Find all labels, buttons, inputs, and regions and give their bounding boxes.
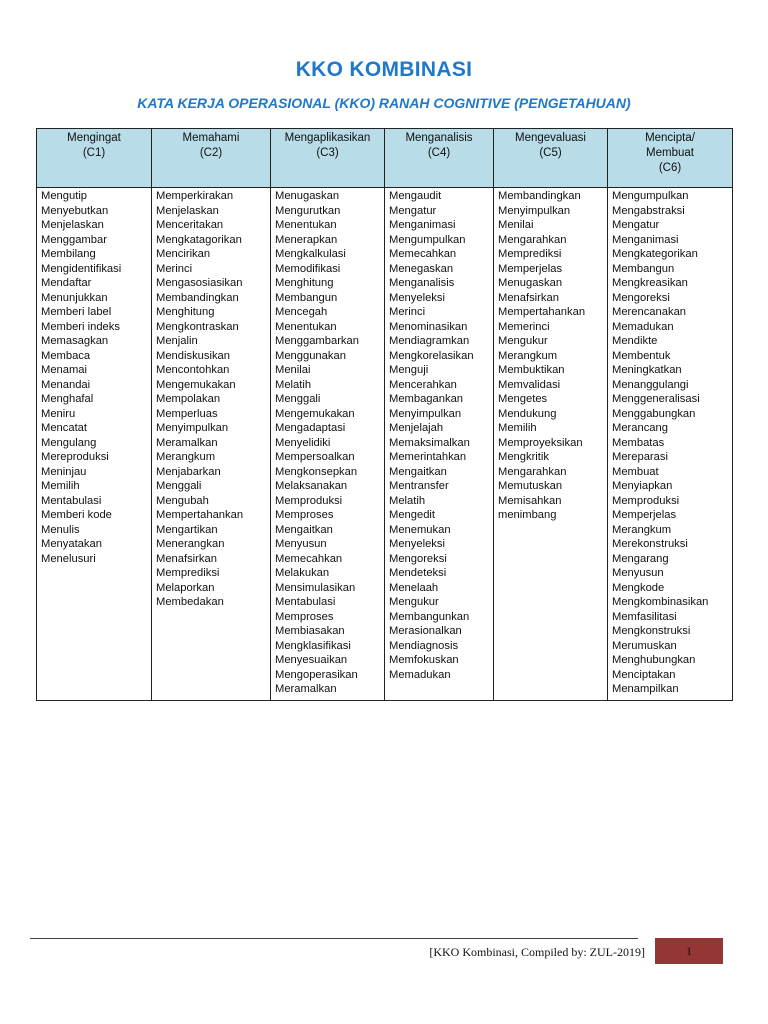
verb-item: Menentukan xyxy=(275,219,337,231)
verb-item: Mentabulasi xyxy=(41,494,102,507)
verb-item: Menghubungkan xyxy=(612,654,696,666)
verb-item: Mencontohkan xyxy=(156,364,230,376)
verb-item: Mengkritik xyxy=(498,451,549,463)
verb-item: Mengarang xyxy=(612,552,669,565)
verb-item: Mengoreksi xyxy=(612,291,670,304)
verb-item: Memadukan xyxy=(389,668,451,681)
verb-item: Menghitung xyxy=(275,277,334,289)
verb-item: Mereparasi xyxy=(612,451,668,463)
verb-item: Mengaitkan xyxy=(389,465,447,478)
verb-item: Mengkorelasikan xyxy=(389,349,474,362)
verb-item: Memerinci xyxy=(498,320,550,333)
verb-item: Memberi kode xyxy=(41,509,112,521)
verb-item: Meninjau xyxy=(41,465,87,478)
verb-item: Membedakan xyxy=(156,596,224,608)
verb-item: Merasionalkan xyxy=(389,625,462,637)
column-header-line: Mengevaluasi xyxy=(515,132,586,144)
verb-item: Menganalisis xyxy=(389,277,455,289)
verb-item: Mengetes xyxy=(498,393,548,405)
verb-item: Menggambarkan xyxy=(275,335,359,347)
table-body-row xyxy=(37,188,733,701)
verb-item: Mengasosiasikan xyxy=(156,277,243,289)
verb-item: Memutuskan xyxy=(498,480,563,492)
column-header-line: (C2) xyxy=(199,147,223,159)
verb-item: Menyesuaikan xyxy=(275,654,348,666)
verb-item: Memaksimalkan xyxy=(389,436,470,449)
verb-item: Membaca xyxy=(41,349,91,362)
verb-item: Menemukan xyxy=(389,523,451,536)
verb-item: Menentukan xyxy=(275,320,337,333)
verb-item: Mengadaptasi xyxy=(275,422,346,434)
verb-item: Melatih xyxy=(275,378,312,391)
verb-item: Mencirikan xyxy=(156,248,211,260)
verb-item: Menggabungkan xyxy=(612,407,696,420)
verb-item: Merangkum xyxy=(156,451,216,463)
verb-item: Mengemukakan xyxy=(156,378,236,391)
verb-item: Memproses xyxy=(275,610,334,623)
verb-item: Mengkreasikan xyxy=(612,277,688,289)
verb-item: Mengklasifikasi xyxy=(275,639,351,652)
verb-item: Mengukur xyxy=(498,335,548,347)
verb-item: Menyatakan xyxy=(41,538,102,550)
verb-item: Menggali xyxy=(156,480,202,492)
column-header-line: (C1) xyxy=(82,147,106,159)
verb-item: Mengulang xyxy=(41,436,97,449)
verb-item: Menghitung xyxy=(156,306,215,318)
verb-item: Menominasikan xyxy=(389,320,468,333)
verb-item: Menyebutkan xyxy=(41,204,109,217)
verb-item: Membuat xyxy=(612,465,659,478)
verb-item: Mempersoalkan xyxy=(275,451,355,463)
column-verb-list xyxy=(385,188,494,701)
verb-item: Membuktikan xyxy=(498,364,565,376)
verb-item: Memperluas xyxy=(156,407,218,420)
verb-item: Mengaitkan xyxy=(275,523,333,536)
verb-item: Membangun xyxy=(612,262,675,275)
verb-item: Memprediksi xyxy=(498,248,562,260)
verb-item: Mengumpulkan xyxy=(389,233,466,246)
column-header-line: Memahami xyxy=(182,132,240,144)
column-header-line: (C3) xyxy=(316,147,339,159)
column-header-line: Mengingat xyxy=(67,132,121,144)
verb-item: Mengatur xyxy=(389,204,437,217)
verb-item: Mengubah xyxy=(156,494,209,507)
verb-item: Membilang xyxy=(41,248,96,260)
verb-item: Memproduksi xyxy=(612,494,680,507)
verb-item: Merekonstruksi xyxy=(612,538,688,550)
table-header-row xyxy=(37,129,733,188)
verb-item: Menyimpulkan xyxy=(389,407,462,420)
verb-item: Menjelajah xyxy=(389,422,444,434)
verb-item: Meningkatkan xyxy=(612,364,682,376)
verb-item: Mengatur xyxy=(612,219,660,231)
verb-item: Mencegah xyxy=(275,306,328,318)
verb-item: Mengkode xyxy=(612,581,665,594)
verb-item: Mengoreksi xyxy=(389,552,447,565)
column-header-line: (C6) xyxy=(658,162,682,174)
verb-item: Mendiskusikan xyxy=(156,349,230,362)
column-header xyxy=(271,129,385,188)
verb-item: Menandai xyxy=(41,378,91,391)
column-header xyxy=(152,129,271,188)
column-header xyxy=(608,129,733,188)
verb-item: Menganimasi xyxy=(389,219,456,231)
verb-item: Menerangkan xyxy=(156,538,225,550)
verb-item: Mengkonstruksi xyxy=(612,625,691,637)
verb-item: Mendaftar xyxy=(41,277,92,289)
verb-item: Memasagkan xyxy=(41,335,109,347)
verb-item: Menulis xyxy=(41,523,80,536)
verb-item: Merinci xyxy=(389,306,426,318)
verb-item: Merancang xyxy=(612,422,668,434)
verb-item: Mentabulasi xyxy=(275,596,336,608)
column-header-line: (C4) xyxy=(427,147,451,159)
verb-item: Memilih xyxy=(498,422,537,434)
verb-item: Mengarahkan xyxy=(498,233,567,246)
document-subtitle: KATA KERJA OPERASIONAL (KKO) RANAH COGNITIVE (PENGETAHUAN) xyxy=(137,95,631,111)
verb-item: Membentuk xyxy=(612,349,671,362)
verb-item: Menyusun xyxy=(612,567,664,579)
verb-item: Merinci xyxy=(156,262,193,275)
column-verb-list xyxy=(152,188,271,701)
verb-item: Menafsirkan xyxy=(156,552,217,565)
verb-item: Menilai xyxy=(275,364,311,376)
verb-item: Menyusun xyxy=(275,538,327,550)
verb-item: Memberi label xyxy=(41,306,112,318)
verb-item: Mengkontraskan xyxy=(156,320,239,333)
column-header xyxy=(37,129,152,188)
verb-item: Memerintahkan xyxy=(389,451,467,463)
column-verb-list xyxy=(271,188,385,701)
verb-item: Menyeleksi xyxy=(389,291,445,304)
verb-item: Menunjukkan xyxy=(41,291,108,304)
verb-item: Menceritakan xyxy=(156,219,224,231)
verb-item: Membandingkan xyxy=(156,291,239,304)
verb-item: Menjalin xyxy=(156,335,198,347)
verb-item: Menggunakan xyxy=(275,349,346,362)
verb-item: Menegaskan xyxy=(389,262,454,275)
verb-item: Menyeleksi xyxy=(389,538,445,550)
column-verb-list xyxy=(608,188,733,701)
verb-item: Merencanakan xyxy=(612,306,687,318)
verb-item: Membatas xyxy=(612,436,665,449)
verb-item: Menanggulangi xyxy=(612,378,689,391)
verb-item: Mempertahankan xyxy=(498,306,586,318)
verb-item: Mengkalkulasi xyxy=(275,248,346,260)
verb-item: Mendiagnosis xyxy=(389,639,459,652)
verb-item: Menyimpulkan xyxy=(498,204,571,217)
verb-item: Menyelidiki xyxy=(275,436,331,449)
verb-item: Mengabstraksi xyxy=(612,204,685,217)
verb-item: Menampilkan xyxy=(612,683,679,695)
verb-item: Menelusuri xyxy=(41,552,96,565)
verb-item: Mendikte xyxy=(612,335,658,347)
verb-item: Menciptakan xyxy=(612,668,676,681)
verb-item: Merumuskan xyxy=(612,639,677,652)
column-header-line: Membuat xyxy=(646,147,694,159)
verb-item: Mendiagramkan xyxy=(389,335,470,347)
verb-item: Memberi indeks xyxy=(41,320,120,333)
verb-item: Membangun xyxy=(275,291,338,304)
verb-item: Menjelaskan xyxy=(41,219,104,231)
verb-item: Mendeteksi xyxy=(389,567,447,579)
verb-item: Mengaudit xyxy=(389,190,442,202)
page-number-badge: 1 xyxy=(655,938,723,964)
column-header-line: Mencipta/ xyxy=(645,132,695,144)
verb-item: Menamai xyxy=(41,364,88,376)
verb-item: Menugaskan xyxy=(498,277,563,289)
verb-item: Menggambar xyxy=(41,233,107,246)
column-header-line: (C5) xyxy=(539,147,562,159)
column-header xyxy=(385,129,494,188)
verb-item: Menyimpulkan xyxy=(156,422,229,434)
column-header-line: Menganalisis xyxy=(405,132,473,144)
verb-item: Memproyeksikan xyxy=(498,436,583,449)
verb-item: Mempertahankan xyxy=(156,509,244,521)
verb-item: Mencatat xyxy=(41,422,88,434)
footer-caption: [KKO Kombinasi, Compiled by: ZUL-2019] xyxy=(429,945,645,959)
column-header-line: Mengaplikasikan xyxy=(284,132,371,144)
verb-item: Mentransfer xyxy=(389,480,449,492)
verb-item: Menafsirkan xyxy=(498,291,559,304)
verb-item: Meniru xyxy=(41,407,76,420)
verb-item: Mengumpulkan xyxy=(612,190,689,202)
verb-item: Memodifikasi xyxy=(275,262,341,275)
verb-item: Mereproduksi xyxy=(41,451,109,463)
footer-divider xyxy=(30,938,638,939)
verb-item: Mengkonsepkan xyxy=(275,465,358,478)
verb-item: Mengidentifikasi xyxy=(41,262,122,275)
verb-item: Menilai xyxy=(498,219,534,231)
verb-item: Menugaskan xyxy=(275,190,340,202)
verb-item: Mempolakan xyxy=(156,393,221,405)
verb-item: Memproses xyxy=(275,509,334,521)
verb-item: Mendukung xyxy=(498,407,557,420)
verb-item: Memperjelas xyxy=(498,262,563,275)
verb-item: Mengoperasikan xyxy=(275,668,358,681)
verb-item: Menguji xyxy=(389,364,429,376)
verb-item: Memecahkan xyxy=(389,248,457,260)
verb-item: Menggali xyxy=(275,393,321,405)
verb-item: Membagankan xyxy=(389,393,464,405)
verb-item: Mengkatagorikan xyxy=(156,233,242,246)
verb-item: Memadukan xyxy=(612,320,674,333)
verb-item: Mencerahkan xyxy=(389,378,457,391)
verb-item: Memvalidasi xyxy=(498,378,561,391)
verb-item: Merangkum xyxy=(612,523,672,536)
verb-item: Melakukan xyxy=(275,567,330,579)
verb-item: Membiasakan xyxy=(275,625,345,637)
verb-item: Memecahkan xyxy=(275,552,343,565)
verb-item: Menggeneralisasi xyxy=(612,393,700,405)
verb-item: Meramalkan xyxy=(156,436,218,449)
verb-item: Membangunkan xyxy=(389,610,470,623)
verb-item: menimbang xyxy=(498,509,557,521)
verb-item: Menganimasi xyxy=(612,233,679,246)
verb-item: Memproduksi xyxy=(275,494,343,507)
verb-item: Melaksanakan xyxy=(275,480,348,492)
verb-item: Memprediksi xyxy=(156,567,220,579)
verb-item: Mengurutkan xyxy=(275,204,341,217)
verb-item: Meramalkan xyxy=(275,683,337,695)
verb-item: Mengartikan xyxy=(156,523,218,536)
verb-item: Menjabarkan xyxy=(156,465,221,478)
verb-item: Menerapkan xyxy=(275,233,338,246)
verb-item: Memfasilitasi xyxy=(612,610,677,623)
kko-table xyxy=(36,128,733,701)
document-title: KKO KOMBINASI xyxy=(295,58,473,81)
verb-item: Memfokuskan xyxy=(389,654,459,666)
verb-item: Memperkirakan xyxy=(156,190,234,202)
verb-item: Merangkum xyxy=(498,349,558,362)
verb-item: Memperjelas xyxy=(612,509,677,521)
column-verb-list xyxy=(37,188,152,701)
column-verb-list xyxy=(494,188,608,701)
verb-item: Mensimulasikan xyxy=(275,581,356,594)
column-header xyxy=(494,129,608,188)
verb-item: Mengukur xyxy=(389,596,439,608)
verb-item: Melatih xyxy=(389,494,426,507)
verb-item: Melaporkan xyxy=(156,581,215,594)
verb-item: Mengedit xyxy=(389,509,436,521)
verb-item: Memilih xyxy=(41,480,80,492)
verb-item: Membandingkan xyxy=(498,190,581,202)
verb-item: Mengemukakan xyxy=(275,407,355,420)
verb-item: Menyiapkan xyxy=(612,480,673,492)
verb-item: Menjelaskan xyxy=(156,204,219,217)
verb-item: Mengutip xyxy=(41,190,88,202)
verb-item: Mengkategorikan xyxy=(612,248,698,260)
verb-item: Mengkombinasikan xyxy=(612,596,709,608)
verb-item: Menghafal xyxy=(41,393,94,405)
verb-item: Menelaah xyxy=(389,581,439,594)
verb-item: Mengarahkan xyxy=(498,465,567,478)
verb-item: Memisahkan xyxy=(498,494,562,507)
